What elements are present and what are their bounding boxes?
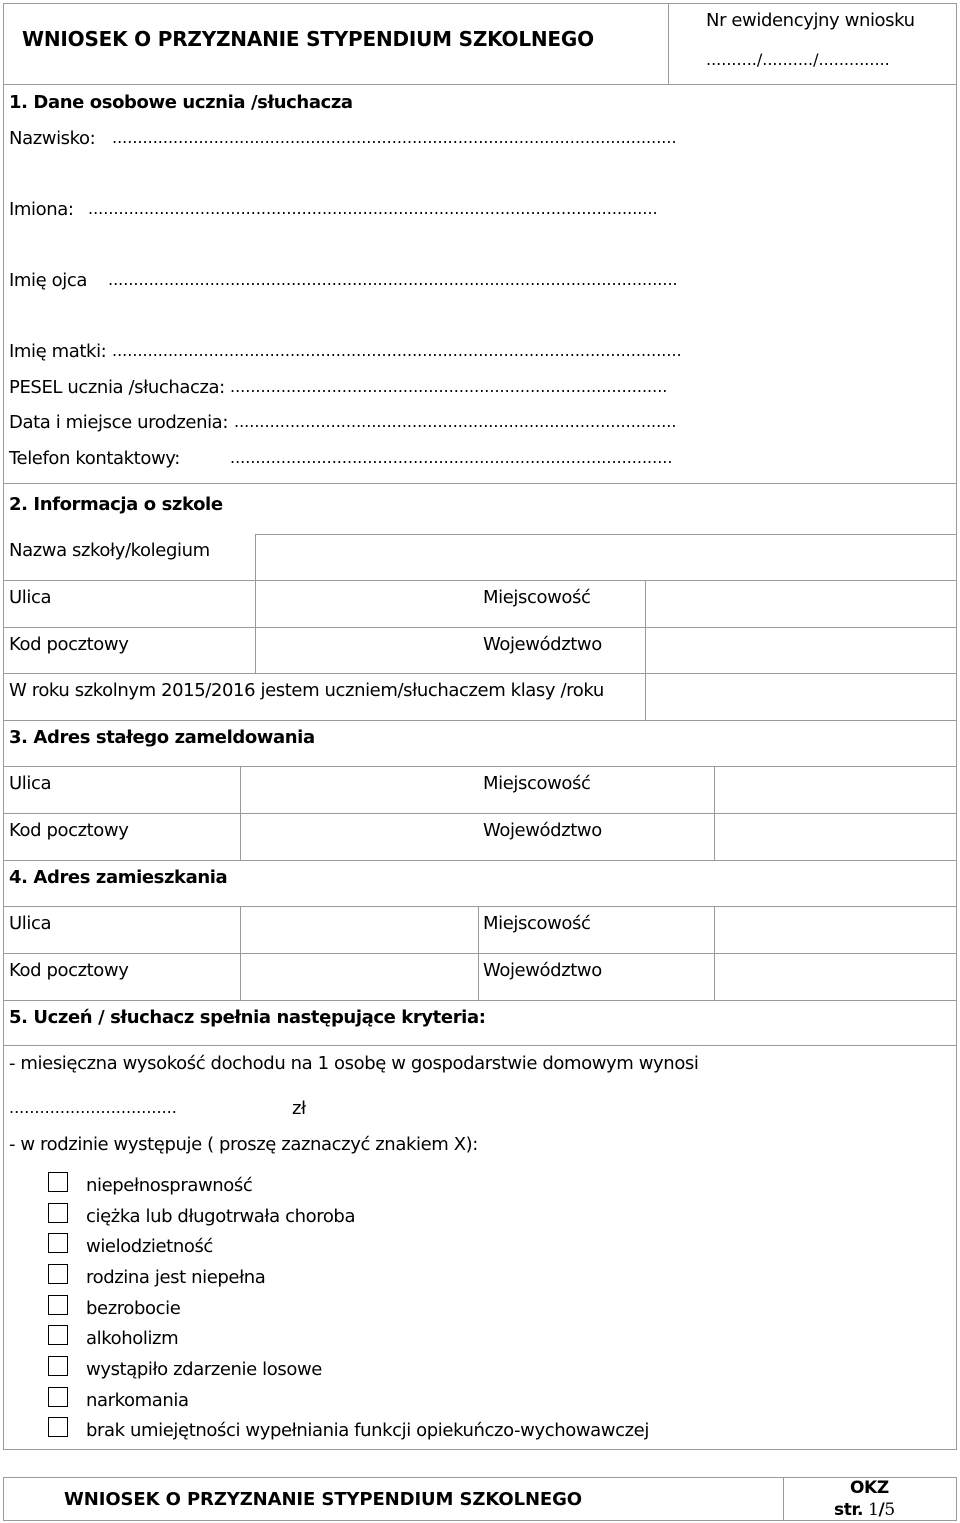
address-city-label: Miejscowość	[483, 913, 591, 934]
birth-date-place-label: Data i miejsce urodzenia:	[9, 412, 228, 433]
section2-line-a	[255, 534, 957, 535]
form-title: WNIOSEK O PRZYZNANIE STYPENDIUM SZKOLNEGO	[22, 27, 594, 51]
checkbox-large-family[interactable]	[48, 1233, 68, 1253]
school-name-label: Nazwa szkoły/kolegium	[9, 540, 210, 561]
section4-line-b	[3, 953, 957, 954]
section2-heading: 2. Informacja o szkole	[9, 494, 223, 515]
school-province-label: Województwo	[483, 634, 602, 655]
option-drug-addiction: narkomania	[86, 1390, 189, 1411]
footer-page-total: 5	[884, 1500, 895, 1520]
footer-code: OKZ	[850, 1478, 889, 1498]
checkbox-disability[interactable]	[48, 1172, 68, 1192]
section3-line-b	[3, 813, 957, 814]
residence-street-label: Ulica	[9, 773, 52, 794]
checkbox-alcoholism[interactable]	[48, 1325, 68, 1345]
school-city-divider	[645, 580, 646, 720]
footer-title: WNIOSEK O PRZYZNANIE STYPENDIUM SZKOLNEGO	[64, 1489, 582, 1510]
option-parenting-inability: brak umiejętności wypełniania funkcji opiekuńczo-wychowawczej	[86, 1420, 649, 1441]
residence-postal-label: Kod pocztowy	[9, 820, 129, 841]
option-alcoholism: alkoholizm	[86, 1328, 179, 1349]
mother-name-label: Imię matki:	[9, 341, 107, 362]
section2-top-line	[3, 483, 957, 484]
family-criteria-label: - w rodzinie występuje ( proszę zaznaczyć znakiem X):	[9, 1134, 478, 1155]
section3-heading: 3. Adres stałego zameldowania	[9, 727, 315, 748]
footer-page-number	[834, 1500, 895, 1520]
father-name-label: Imię ojca	[9, 270, 87, 291]
section5-line-a	[3, 1045, 957, 1046]
option-single-parent: rodzina jest niepełna	[86, 1267, 266, 1288]
income-unit: zł	[292, 1098, 306, 1119]
section3-top-line	[3, 720, 957, 721]
mother-name-field[interactable]: ................................................................................................................	[112, 341, 682, 360]
school-city-label: Miejscowość	[483, 587, 591, 608]
header-divider	[668, 3, 669, 84]
first-names-label: Imiona:	[9, 199, 74, 220]
section1-heading: 1. Dane osobowe ucznia /słuchacza	[9, 92, 353, 113]
section4-heading: 4. Adres zamieszkania	[9, 867, 228, 888]
school-year-label: W roku szkolnym 2015/2016 jestem uczniem/słuchaczem klasy /roku	[9, 680, 604, 701]
footer-page-separator: /	[878, 1500, 885, 1520]
residence-province-label: Województwo	[483, 820, 602, 841]
address-province-label: Województwo	[483, 960, 602, 981]
surname-field[interactable]: ...............................................................................................................	[112, 128, 677, 147]
footer-page-current: 1	[868, 1500, 879, 1520]
pesel-label: PESEL ucznia /słuchacza:	[9, 377, 225, 398]
pesel-field[interactable]: ......................................................................................	[230, 377, 668, 396]
residence-city-label: Miejscowość	[483, 773, 591, 794]
section4-line-a	[3, 906, 957, 907]
address-postal-label: Kod pocztowy	[9, 960, 129, 981]
father-name-field[interactable]: ................................................................................................................	[108, 270, 678, 289]
section2-line-d	[3, 673, 957, 674]
checkbox-parenting-inability[interactable]	[48, 1417, 68, 1437]
checkbox-drug-addiction[interactable]	[48, 1387, 68, 1407]
footer-divider	[783, 1477, 784, 1521]
income-label: - miesięczna wysokość dochodu na 1 osobę w gospodarstwie domowym wynosi	[9, 1053, 699, 1074]
checkbox-random-event[interactable]	[48, 1356, 68, 1376]
header-bottom-line	[3, 84, 957, 85]
section2-line-c	[3, 627, 957, 628]
option-disability: niepełnosprawność	[86, 1175, 253, 1196]
section2-line-b	[3, 580, 957, 581]
school-street-label: Ulica	[9, 587, 52, 608]
registration-number-field[interactable]: ........../........../..............	[706, 50, 890, 69]
phone-field[interactable]: .......................................................................................	[230, 448, 673, 467]
section5-heading: 5. Uczeń / słuchacz spełnia następujące kryteria:	[9, 1007, 486, 1028]
birth-date-place-field[interactable]: .......................................................................................	[234, 412, 677, 431]
income-field[interactable]: .................................	[9, 1098, 177, 1117]
option-random-event: wystąpiło zdarzenie losowe	[86, 1359, 322, 1380]
option-chronic-illness: ciężka lub długotrwała choroba	[86, 1206, 356, 1227]
registration-label: Nr ewidencyjny wniosku	[706, 10, 915, 31]
address-street-label: Ulica	[9, 913, 52, 934]
first-names-field[interactable]: ................................................................................................................	[88, 199, 658, 218]
section5-top-line	[3, 1000, 957, 1001]
option-unemployment: bezrobocie	[86, 1298, 181, 1319]
school-postal-label: Kod pocztowy	[9, 634, 129, 655]
surname-label: Nazwisko:	[9, 128, 96, 149]
section3-line-a	[3, 766, 957, 767]
checkbox-unemployment[interactable]	[48, 1295, 68, 1315]
phone-label: Telefon kontaktowy:	[9, 448, 180, 469]
school-name-divider	[255, 534, 256, 674]
section4-top-line	[3, 860, 957, 861]
option-large-family: wielodzietność	[86, 1236, 213, 1257]
checkbox-chronic-illness[interactable]	[48, 1203, 68, 1223]
footer-page-label: str.	[834, 1500, 864, 1520]
checkbox-single-parent[interactable]	[48, 1264, 68, 1284]
